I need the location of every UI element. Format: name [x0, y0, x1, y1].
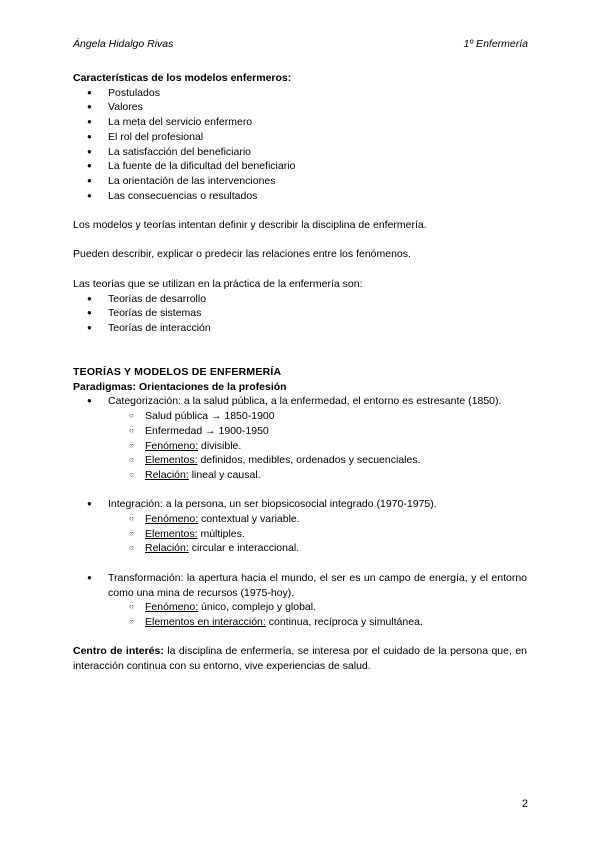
sub-list-item: [108, 424, 527, 439]
sub-list-item: [108, 468, 527, 483]
sub-item-text: contextual y variable.: [198, 513, 300, 526]
paragraph-models: Los modelos y teorías intentan definir y describir la disciplina de enfermería.: [73, 219, 427, 232]
list-item: [73, 571, 527, 630]
list-item: ● Postulados: [73, 86, 527, 101]
header-course: 1º Enfermería: [463, 38, 528, 50]
theories-intro: Las teorías que se utilizan en la práctica de la enfermería son:: [73, 277, 363, 290]
sub-item-label: Relación:: [145, 542, 189, 555]
categorizacion-sublist: [108, 409, 527, 483]
list-item: ● Teorías de desarrollo: [73, 292, 527, 307]
sub-item-text: divisible.: [198, 439, 242, 452]
section-title: TEORÍAS Y MODELOS DE ENFERMERÍA: [73, 366, 282, 378]
sub-list-item: [108, 512, 527, 527]
integracion-sublist: [108, 512, 527, 556]
page-content: [73, 71, 527, 674]
sub-item-text: lineal y causal.: [188, 468, 261, 481]
list-item: ● La meta del servicio enfermero: [73, 115, 527, 130]
sub-list-item: [108, 439, 527, 454]
list-item: [73, 394, 527, 482]
sub-item-text: Enfermedad → 1900-1950: [145, 424, 269, 437]
list-item: ● La orientación de las intervenciones: [73, 174, 527, 189]
sub-item-text: circular e interaccional.: [188, 542, 300, 555]
paradigm-integracion: [73, 497, 527, 556]
page-number: 2: [521, 798, 528, 810]
paradigm-transformacion: [73, 571, 527, 630]
characteristics-list: [73, 86, 527, 204]
centro-interes-paragraph: [73, 644, 527, 673]
section-subtitle: Paradigmas: Orientaciones de la profesión: [73, 380, 287, 393]
list-item: ● La fuente de la dificultad del beneficiario: [73, 159, 527, 174]
sub-item-label: Elementos en interacción:: [145, 615, 266, 628]
list-item: [73, 497, 527, 556]
paradigm-categorizacion: [73, 394, 527, 482]
integracion-text: Integración: a la persona, un ser biopsicosocial integrado (1970-1975).: [108, 498, 437, 511]
paragraph-describe: Pueden describir, explicar o predecir las relaciones entre los fenómenos.: [73, 248, 411, 261]
sub-list-item: [108, 453, 527, 468]
list-item: ● Teorías de sistemas: [73, 306, 527, 321]
sub-list-item: [108, 615, 527, 630]
sub-item-text: múltiples.: [197, 527, 245, 540]
characteristics-heading: Características de los modelos enfermeros:: [73, 72, 292, 84]
transformacion-text: Transformación: la apertura hacia el mundo, el ser es un campo de energía, y el entorno como una mina de recursos (1975-hoy).: [108, 571, 527, 599]
list-item: ● Las consecuencias o resultados: [73, 189, 527, 204]
list-item: ● Valores: [73, 100, 527, 115]
sub-list-item: [108, 409, 527, 424]
sub-list-item: [108, 600, 527, 615]
sub-item-label: Elementos:: [145, 454, 198, 467]
header-author: Ángela Hidalgo Rivas: [73, 38, 174, 50]
transformacion-sublist: [108, 600, 527, 629]
centro-interes-text: la disciplina de enfermería, se interesa por el cuidado de la persona que, en interacción continua con su entorno, vive experiencias de salud.: [73, 645, 527, 673]
list-item: ● Teorías de interacción: [73, 321, 527, 336]
sub-item-text: único, complejo y global.: [198, 601, 317, 614]
sub-item-label: Relación:: [145, 468, 189, 481]
sub-item-text: definidos, medibles, ordenados y secuenciales.: [197, 454, 421, 467]
theories-list: [73, 292, 527, 336]
sub-list-item: [108, 527, 527, 542]
categorizacion-text: Categorización: a la salud pública, a la enfermedad, el entorno es estresante (1850).: [108, 395, 502, 408]
sub-item-label: Fenómeno:: [145, 601, 199, 614]
sub-item-text: Salud pública → 1850-1900: [145, 410, 275, 423]
sub-item-label: Elementos:: [145, 527, 198, 540]
sub-list-item: [108, 541, 527, 556]
sub-item-label: Fenómeno:: [145, 439, 199, 452]
list-item: ● La satisfacción del beneficiario: [73, 145, 527, 160]
sub-item-text: continua, recíproca y simultánea.: [265, 615, 423, 628]
list-item: ● El rol del profesional: [73, 130, 527, 145]
centro-interes-label: Centro de interés:: [73, 645, 164, 658]
sub-item-label: Fenómeno:: [145, 513, 199, 526]
